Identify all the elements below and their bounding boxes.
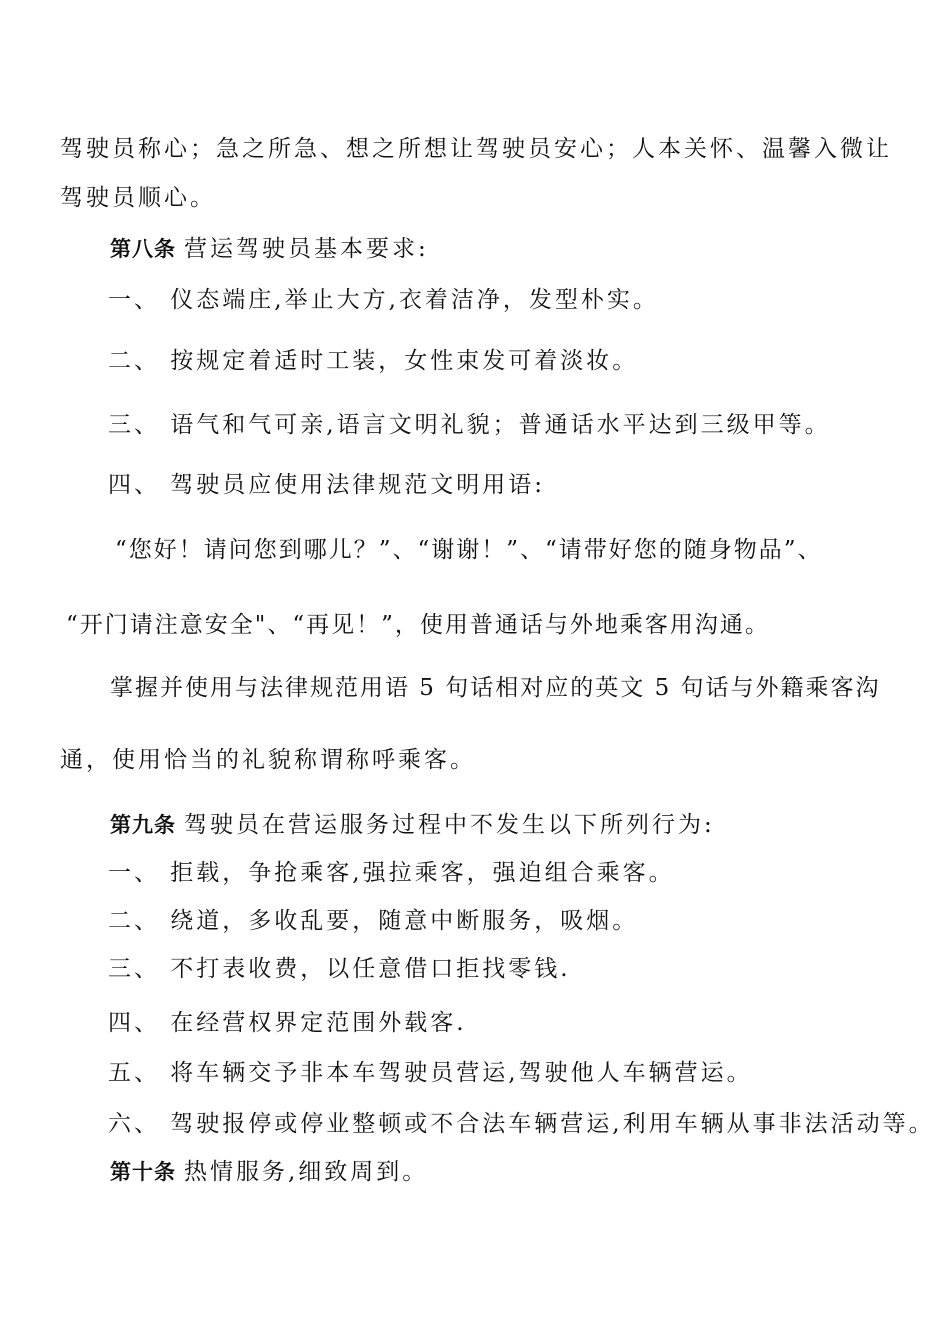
quote-line: “开门请注意安全"、“再见！”，使用普通话与外地乘客用沟通。	[66, 612, 770, 638]
article-10-label: 第十条	[110, 1160, 176, 1184]
list-item: 六、 驾驶报停或停业整顿或不合法车辆营运,利用车辆从事非法活动等。	[108, 1111, 935, 1137]
list-item: 四、 在经营权界定范围外载客.	[108, 1010, 467, 1036]
paragraph-line: 驾驶员称心；急之所急、想之所想让驾驶员安心；人本关怀、温馨入微让	[60, 136, 892, 162]
paragraph-line: 通，使用恰当的礼貌称谓称呼乘客。	[60, 747, 476, 773]
list-item: 四、 驾驶员应使用法律规范文明用语:	[108, 472, 546, 498]
article-9-title: 驾驶员在营运服务过程中不发生以下所列行为:	[184, 812, 715, 838]
quote-line: “您好！请问您到哪儿？”、“谢谢！”、“请带好您的随身物品”、	[115, 537, 823, 563]
list-item: 三、 不打表收费，以任意借口拒找零钱.	[108, 956, 571, 982]
article-10-heading	[110, 1157, 428, 1187]
article-8-title: 营运驾驶员基本要求:	[184, 236, 429, 262]
list-item: 三、 语气和气可亲,语言文明礼貌；普通话水平达到三级甲等。	[108, 412, 831, 438]
article-8-heading	[110, 234, 429, 264]
article-9-label: 第九条	[110, 813, 176, 837]
list-item: 一、 拒载，争抢乘客,强拉乘客，强迫组合乘客。	[108, 860, 675, 886]
list-item: 二、 绕道，多收乱要，随意中断服务，吸烟。	[108, 908, 639, 934]
paragraph-line: 掌握并使用与法律规范用语 5 句话相对应的英文 5 句话与外籍乘客沟	[110, 675, 881, 701]
paragraph-line: 驾驶员顺心。	[60, 185, 216, 211]
list-item: 一、 仪态端庄,举止大方,衣着洁净，发型朴实。	[108, 287, 659, 313]
article-10-title: 热情服务,细致周到。	[184, 1159, 429, 1185]
list-item: 二、 按规定着适时工装，女性束发可着淡妆。	[108, 348, 639, 374]
article-8-label: 第八条	[110, 237, 176, 261]
article-9-heading	[110, 810, 715, 840]
list-item: 五、 将车辆交予非本车驾驶员营运,驾驶他人车辆营运。	[108, 1060, 753, 1086]
